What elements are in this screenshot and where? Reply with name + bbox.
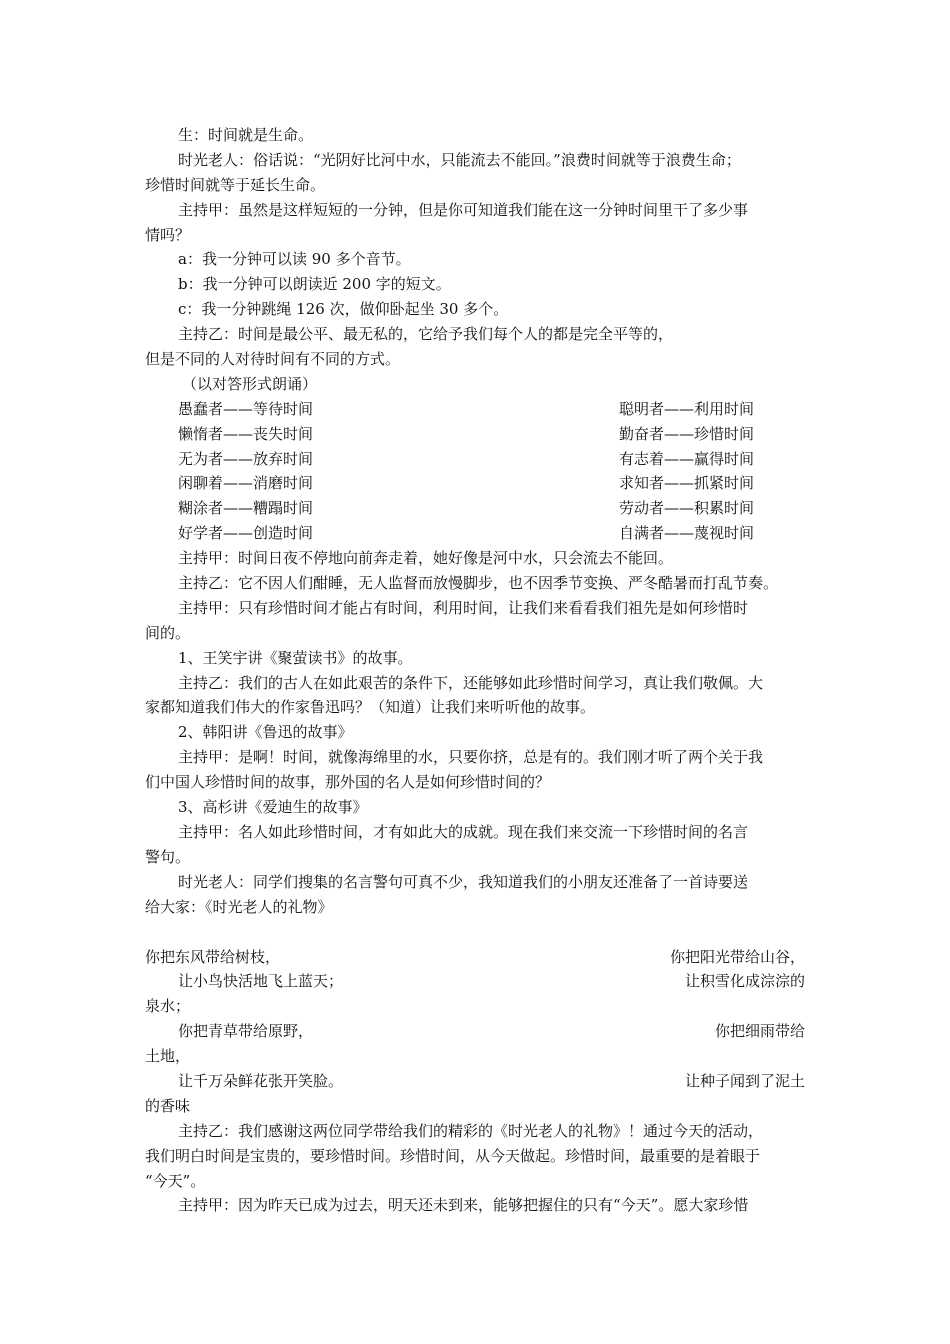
- dialogue-pair: [145, 447, 810, 472]
- poem-line: [145, 1069, 810, 1094]
- paragraph-line: 主持乙：我们的古人在如此艰苦的条件下，还能够如此珍惜时间学习，真让我们敬佩。大: [178, 673, 764, 692]
- paragraph-line: a：我一分钟可以读 90 多个音节。: [178, 250, 411, 269]
- poem-line: [145, 1044, 810, 1069]
- poem-line: [145, 1094, 810, 1119]
- poem-left: 的香味: [145, 1096, 191, 1115]
- document-body: [145, 123, 810, 1218]
- pair-left: 无为者——放弃时间: [178, 449, 314, 468]
- dialogue-pair: [145, 397, 810, 422]
- dialogue-pair: [145, 471, 810, 496]
- poem-left: 让千万朵鲜花张开笑脸。: [178, 1071, 344, 1090]
- poem-line: [145, 945, 810, 970]
- poem-right: 让积雪化成淙淙的: [684, 972, 805, 991]
- paragraph-line: 间的。: [145, 623, 191, 642]
- paragraph-line: 主持甲：时间日夜不停地向前奔走着，她好像是河中水，只会流去不能回。: [178, 549, 674, 568]
- paragraph-line: 主持乙：时间是最公平、最无私的，它给予我们每个人的都是完全平等的，: [178, 325, 674, 344]
- dialogue-pair: [145, 422, 810, 447]
- pair-right: 劳动者——积累时间: [619, 499, 755, 518]
- paragraph-line: 家都知道我们伟大的作家鲁迅吗？（知道）让我们来听听他的故事。: [145, 698, 596, 717]
- pair-right: 有志着——赢得时间: [619, 449, 755, 468]
- paragraph-line: 2、韩阳讲《鲁迅的故事》: [178, 723, 353, 742]
- blank-line: [145, 920, 810, 945]
- paragraph-line: 们中国人珍惜时间的故事，那外国的名人是如何珍惜时间的？: [145, 773, 551, 792]
- paragraph-line: 我们明白时间是宝贵的，要珍惜时间。珍惜时间，从今天做起。珍惜时间，最重要的是着眼于: [145, 1146, 761, 1165]
- pair-left: 好学者——创造时间: [178, 524, 314, 543]
- paragraph-line: （以对答形式朗诵）: [182, 374, 318, 393]
- poem-line: [145, 994, 810, 1019]
- paragraph-line: 时光老人：同学们搜集的名言警句可真不少，我知道我们的小朋友还准备了一首诗要送: [178, 872, 749, 891]
- pair-left: 闲聊着——消磨时间: [178, 474, 314, 493]
- paragraph-line: 主持甲：因为昨天已成为过去，明天还未到来，能够把握住的只有“今天”。愿大家珍惜: [178, 1196, 749, 1215]
- paragraph-line: 主持乙：我们感谢这两位同学带给我们的精彩的《时光老人的礼物》！通过今天的活动，: [178, 1121, 764, 1140]
- poem-left: 你把青草带给原野，: [178, 1022, 314, 1041]
- paragraph-line: 给大家：《时光老人的礼物》: [145, 897, 333, 916]
- pair-right: 自满者——蔑视时间: [619, 524, 755, 543]
- dialogue-pair: [145, 521, 810, 546]
- paragraph-line: 3、高杉讲《爱迪生的故事》: [178, 798, 368, 817]
- paragraph-line: 1、王笑宇讲《聚萤读书》的故事。: [178, 648, 413, 667]
- paragraph-line: 情吗？: [145, 225, 191, 244]
- paragraph-line: 珍惜时间就等于延长生命。: [145, 175, 326, 194]
- paragraph-line: 但是不同的人对待时间有不同的方式。: [145, 350, 401, 369]
- paragraph-line: 时光老人：俗话说：“光阴好比河中水，只能流去不能回。”浪费时间就等于浪费生命；: [178, 150, 741, 169]
- pair-left: 懒惰者——丧失时间: [178, 424, 314, 443]
- pair-left: 糊涂者——糟蹋时间: [178, 499, 314, 518]
- paragraph-line: 主持甲：名人如此珍惜时间，才有如此大的成就。现在我们来交流一下珍惜时间的名言: [178, 822, 749, 841]
- poem-left: 泉水；: [145, 997, 191, 1016]
- paragraph-line: 生：时间就是生命。: [178, 126, 314, 144]
- poem-line: [145, 969, 810, 994]
- pair-right: 勤奋者——珍惜时间: [619, 424, 755, 443]
- poem-right: 你把阳光带给山谷，: [669, 947, 805, 966]
- pair-right: 求知者——抓紧时间: [619, 474, 755, 493]
- paragraph-line: 主持甲：只有珍惜时间才能占有时间，利用时间，让我们来看看我们祖先是如何珍惜时: [178, 598, 749, 617]
- paragraph-line: b：我一分钟可以朗读近 200 字的短文。: [178, 275, 451, 294]
- paragraph-line: 警句。: [145, 847, 191, 866]
- paragraph-line: “今天”。: [145, 1171, 206, 1190]
- pair-right: 聪明者——利用时间: [619, 399, 755, 418]
- poem-left: 土地，: [145, 1047, 191, 1066]
- poem-left: 你把东风带给树枝，: [145, 947, 281, 966]
- pair-left: 愚蠢者——等待时间: [178, 399, 314, 418]
- paragraph-line: 主持甲：是啊！时间，就像海绵里的水，只要你挤，总是有的。我们刚才听了两个关于我: [178, 748, 764, 767]
- poem-right: 让种子闻到了泥土: [684, 1071, 805, 1090]
- paragraph-line: 主持乙：它不因人们酣睡，无人监督而放慢脚步，也不因季节变换、严冬酷暑而打乱节奏。: [178, 574, 779, 593]
- poem-line: [145, 1019, 810, 1044]
- paragraph-line: c：我一分钟跳绳 126 次，做仰卧起坐 30 多个。: [178, 300, 509, 319]
- dialogue-pair: [145, 496, 810, 521]
- poem-right: 你把细雨带给: [714, 1022, 805, 1041]
- paragraph-line: 主持甲：虽然是这样短短的一分钟，但是你可知道我们能在这一分钟时间里干了多少事: [178, 200, 749, 219]
- poem-left: 让小鸟快活地飞上蓝天；: [178, 972, 344, 991]
